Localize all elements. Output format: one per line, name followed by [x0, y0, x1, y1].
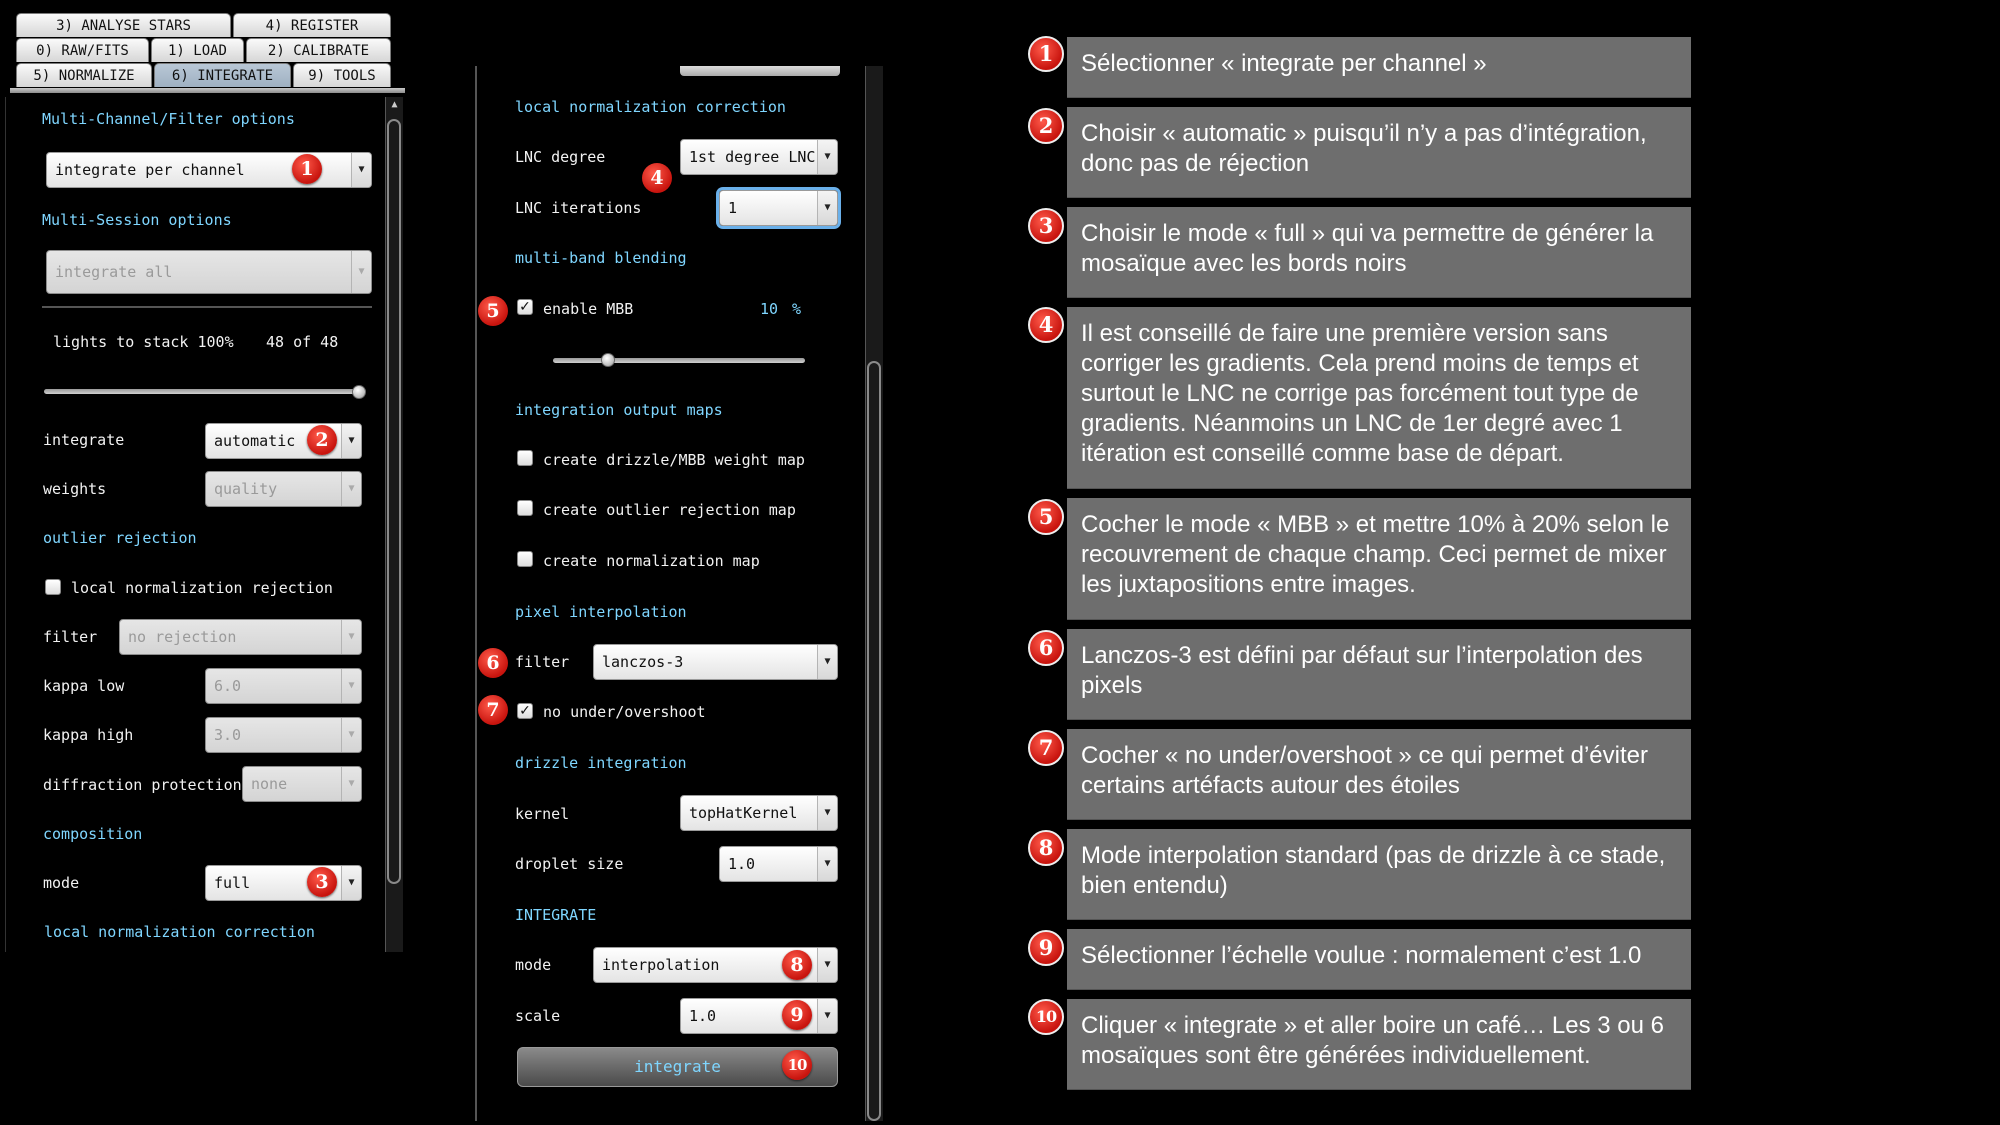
section-pixel-interpolation: pixel interpolation — [515, 603, 687, 621]
kernel-label: kernel — [515, 805, 570, 823]
tab-load[interactable]: 1) LOAD — [151, 38, 244, 62]
lights-slider-knob[interactable] — [352, 385, 366, 399]
chevron-down-icon: ▼ — [817, 191, 837, 225]
integrate-mode-value: interpolation — [602, 956, 720, 974]
note-badge-5: 5 — [1028, 499, 1064, 535]
multichannel-value: integrate per channel — [55, 161, 245, 179]
note-3: Choisir le mode « full » qui va permettre de générer la mosaïque avec les bords noirs — [1067, 207, 1691, 297]
outlier-map-label: create outlier rejection map — [543, 501, 796, 519]
kernel-value: topHatKernel — [689, 804, 798, 822]
chevron-down-icon: ▼ — [817, 796, 837, 830]
lnc-degree-value: 1st degree LNC — [689, 148, 816, 166]
section-outlier-rejection: outlier rejection — [43, 529, 197, 547]
step-badge-6: 6 — [478, 648, 508, 678]
chevron-down-icon: ▼ — [817, 645, 837, 679]
section-mbb: multi-band blending — [515, 249, 687, 267]
enable-mbb-checkbox[interactable] — [517, 299, 533, 315]
droplet-size-select[interactable] — [719, 846, 838, 882]
integrate-label: integrate — [43, 431, 125, 449]
note-9: Sélectionner l’échelle voulue : normalement c’est 1.0 — [1067, 929, 1691, 989]
panel2-left-border — [475, 66, 477, 1121]
step-badge-9: 9 — [782, 1000, 812, 1030]
lights-to-stack-label: lights to stack 100% — [53, 333, 234, 351]
diffraction-label: diffraction protection — [43, 776, 242, 794]
divider — [42, 306, 372, 308]
integrate-options-panel — [5, 97, 402, 952]
integrate-button[interactable]: integrate — [517, 1047, 838, 1087]
normalization-map-label: create normalization map — [543, 552, 760, 570]
step-badge-5: 5 — [478, 296, 508, 326]
chevron-down-icon: ▼ — [341, 718, 361, 752]
step-badge-10: 10 — [782, 1050, 812, 1080]
section-drizzle: drizzle integration — [515, 754, 687, 772]
section-integrate: INTEGRATE — [515, 906, 597, 924]
checkmark-icon: ✓ — [519, 299, 531, 315]
tab-underline — [10, 88, 405, 93]
kappa-high-select — [205, 717, 362, 753]
note-badge-9: 9 — [1028, 930, 1064, 966]
droplet-size-label: droplet size — [515, 855, 624, 873]
scroll-up-icon[interactable]: ▲ — [391, 99, 398, 110]
tab-calibrate[interactable]: 2) CALIBRATE — [246, 38, 391, 62]
panel1-scrollbar[interactable] — [385, 97, 403, 952]
chevron-down-icon: ▼ — [817, 948, 837, 982]
lnc-degree-label: LNC degree — [515, 148, 606, 166]
filter-select — [119, 619, 362, 655]
lnr-label: local normalization rejection — [71, 579, 333, 597]
lnc-iterations-label: LNC iterations — [515, 199, 642, 217]
no-overshoot-label: no under/overshoot — [543, 703, 706, 721]
cut-off-widget — [680, 66, 840, 76]
note-4: Il est conseillé de faire une première version sans corriger les gradients. Cela prend moins de temps et surtout le LNC ne corrige pas forcément tout type de gradients. Néanmoins un LNC de 1er degré avec 1 itération est conseillé comme base de départ. — [1067, 307, 1691, 488]
chevron-down-icon: ▼ — [341, 669, 361, 703]
scale-label: scale — [515, 1007, 561, 1025]
filter-value: no rejection — [128, 628, 237, 646]
mbb-percent-value: 10 — [760, 300, 779, 318]
scale-select[interactable] — [680, 998, 838, 1034]
note-badge-3: 3 — [1028, 208, 1064, 244]
note-5: Cocher le mode « MBB » et mettre 10% à 20% selon le recouvrement de chaque champ. Ceci permet de mixer les juxtapositions entre images. — [1067, 498, 1691, 619]
drizzle-weight-map-checkbox[interactable] — [517, 450, 533, 466]
kappa-low-value: 6.0 — [214, 677, 242, 695]
multisession-value: integrate all — [55, 263, 173, 281]
lnc-iterations-select[interactable] — [719, 190, 838, 226]
kappa-high-label: kappa high — [43, 726, 134, 744]
chevron-down-icon: ▼ — [341, 767, 361, 801]
mode-label: mode — [43, 874, 80, 892]
outlier-map-checkbox[interactable] — [517, 500, 533, 516]
lights-count: 48 of 48 — [266, 333, 339, 351]
tab-raw-fits[interactable]: 0) RAW/FITS — [16, 38, 149, 62]
note-badge-7: 7 — [1028, 730, 1064, 766]
diffraction-select — [242, 766, 362, 802]
panel1-scroll-thumb[interactable] — [387, 119, 401, 884]
panel2-scroll-thumb[interactable] — [867, 361, 881, 1121]
kernel-select[interactable] — [680, 795, 838, 831]
chevron-down-icon: ▼ — [817, 847, 837, 881]
mbb-slider-track[interactable] — [553, 358, 805, 363]
pixel-filter-label: filter — [515, 653, 570, 671]
tab-register[interactable]: 4) REGISTER — [233, 13, 391, 37]
section-multichannel: Multi-Channel/Filter options — [42, 110, 295, 128]
drizzle-weight-map-label: create drizzle/MBB weight map — [543, 451, 805, 469]
integrate-select[interactable] — [205, 423, 362, 459]
composition-mode-value: full — [214, 874, 251, 892]
no-overshoot-checkbox[interactable] — [517, 703, 533, 719]
chevron-down-icon: ▼ — [817, 140, 837, 174]
note-badge-1: 1 — [1028, 36, 1064, 72]
weights-label: weights — [43, 480, 107, 498]
panel2-scrollbar[interactable] — [865, 66, 883, 1121]
tab-integrate[interactable]: 6) INTEGRATE — [154, 63, 291, 87]
section-multisession: Multi-Session options — [42, 211, 232, 229]
note-1: Sélectionner « integrate per channel » — [1067, 37, 1691, 97]
step-badge-2: 2 — [307, 425, 337, 455]
step-badge-4: 4 — [642, 163, 672, 193]
mbb-slider-knob[interactable] — [601, 353, 615, 367]
pixel-filter-value: lanczos-3 — [602, 653, 684, 671]
step-badge-3: 3 — [307, 867, 337, 897]
lnc-iterations-value: 1 — [728, 199, 738, 217]
section-lnc: local normalization correction — [44, 923, 315, 941]
chevron-down-icon: ▼ — [341, 472, 361, 506]
chevron-down-icon: ▼ — [817, 999, 837, 1033]
scale-value: 1.0 — [689, 1007, 717, 1025]
kappa-low-label: kappa low — [43, 677, 125, 695]
enable-mbb-label: enable MBB — [543, 300, 634, 318]
kappa-low-select — [205, 668, 362, 704]
section-output-maps: integration output maps — [515, 401, 723, 419]
composition-mode-select[interactable] — [205, 865, 362, 901]
normalization-map-checkbox[interactable] — [517, 551, 533, 567]
note-badge-8: 8 — [1028, 830, 1064, 866]
pixel-filter-select[interactable] — [593, 644, 838, 680]
step-badge-7: 7 — [478, 695, 508, 725]
chevron-down-icon: ▼ — [341, 620, 361, 654]
droplet-size-value: 1.0 — [728, 855, 756, 873]
note-10: Cliquer « integrate » et aller boire un café… Les 3 ou 6 mosaïques sont être générées individuellement. — [1067, 999, 1691, 1089]
mbb-percent-unit: % — [792, 300, 802, 318]
filter-label: filter — [43, 628, 98, 646]
diffraction-value: none — [251, 775, 288, 793]
note-8: Mode interpolation standard (pas de drizzle à ce stade, bien entendu) — [1067, 829, 1691, 919]
lnc-degree-select[interactable] — [680, 139, 838, 175]
lnr-checkbox[interactable] — [45, 579, 61, 595]
weights-select — [205, 471, 362, 507]
chevron-down-icon: ▼ — [341, 424, 361, 458]
tab-tools[interactable]: 9) TOOLS — [293, 63, 391, 87]
chevron-down-icon: ▼ — [351, 251, 371, 293]
note-badge-6: 6 — [1028, 630, 1064, 666]
note-7: Cocher « no under/overshoot » ce qui permet d’éviter certains artéfacts autour des étoiles — [1067, 729, 1691, 819]
weights-value: quality — [214, 480, 278, 498]
note-2: Choisir « automatic » puisqu’il n’y a pas d’intégration, donc pas de réjection — [1067, 107, 1691, 197]
note-6: Lanczos-3 est défini par défaut sur l’interpolation des pixels — [1067, 629, 1691, 719]
integrate-options-panel-scrolled — [475, 66, 885, 1121]
tab-normalize[interactable]: 5) NORMALIZE — [16, 63, 152, 87]
step-badge-8: 8 — [782, 950, 812, 980]
kappa-high-value: 3.0 — [214, 726, 242, 744]
integrate-mode-label: mode — [515, 956, 552, 974]
section-composition: composition — [43, 825, 143, 843]
chevron-down-icon: ▼ — [351, 153, 371, 187]
multichannel-select[interactable] — [46, 152, 372, 188]
note-badge-4: 4 — [1028, 307, 1064, 343]
note-badge-2: 2 — [1028, 108, 1064, 144]
tab-analyse-stars[interactable]: 3) ANALYSE STARS — [16, 13, 231, 37]
step-badge-1: 1 — [292, 154, 322, 184]
lights-slider-track[interactable] — [44, 389, 366, 394]
integrate-value: automatic — [214, 432, 296, 450]
section-lnc: local normalization correction — [515, 98, 786, 116]
checkmark-icon: ✓ — [519, 703, 531, 719]
multisession-select — [46, 250, 372, 294]
note-badge-10: 10 — [1028, 999, 1064, 1035]
chevron-down-icon: ▼ — [341, 866, 361, 900]
